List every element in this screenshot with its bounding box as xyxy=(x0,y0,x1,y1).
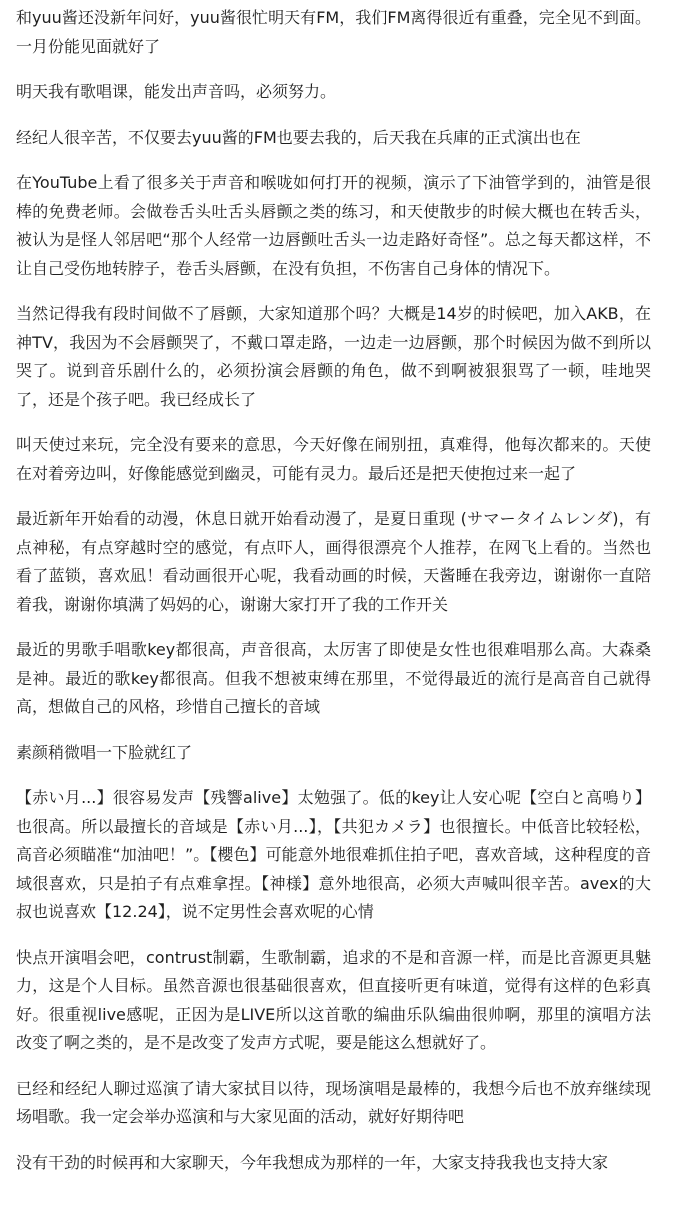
paragraph: 当然记得我有段时间做不了唇颤，大家知道那个吗？大概是14岁的时候吧，加入AKB，在神TV，我因为不会唇颤哭了，不戴口罩走路，一边走一边唇颤，那个时候因为做不到所以哭了。说到音乐剧什么的，必须扮演会唇颤的角色，做不到啊被狠狠骂了一顿，哇地哭了，还是个孩子吧。我已经成长了 xyxy=(16,304,651,409)
paragraph: 已经和经纪人聊过巡演了请大家拭目以待，现场演唱是最棒的，我想今后也不放弃继续现场唱歌。我一定会举办巡演和与大家见面的活动，就好好期待吧 xyxy=(16,1078,651,1126)
paragraph: 快点开演唱会吧，contrust制霸，生歌制霸，追求的不是和音源一样，而是比音源更具魅力，这是个人目标。虽然音源也很基础很喜欢，但直接听更有味道，觉得有这样的色彩真好。很重视live感呢，正因为是LIVE所以这首歌的编曲乐队编曲很帅啊，那里的演唱方法改变了啊之类的，是不是改变了发声方式呢，要是能这么想就好了。 xyxy=(16,947,651,1052)
paragraph: 经纪人很辛苦，不仅要去yuu酱的FM也要去我的，后天我在兵庫的正式演出也在 xyxy=(16,127,581,147)
paragraph: 叫天使过来玩，完全没有要来的意思，今天好像在闹别扭，真难得，他每次都来的。天使在对着旁边叫，好像能感觉到幽灵，可能有灵力。最后还是把天使抱过来一起了 xyxy=(16,435,651,483)
paragraph: 最近的男歌手唱歌key都很高，声音很高，太厉害了即使是女性也很难唱那么高。大森桑是神。最近的歌key都很高。但我不想被束缚在那里，不觉得最近的流行是高音自己就得高，想做自己的风格，珍惜自己擅长的音域 xyxy=(16,640,651,716)
paragraph: 和yuu酱还没新年问好，yuu酱很忙明天有FM，我们FM离得很近有重叠，完全见不到面。一月份能见面就好了 xyxy=(16,8,651,56)
paragraph: 明天我有歌唱课，能发出声音吗，必须努力。 xyxy=(16,82,337,101)
paragraph: 素颜稍微唱一下脸就红了 xyxy=(16,742,193,762)
paragraph: 没有干劲的时候再和大家聊天，今年我想成为那样的一年，大家支持我我也支持大家 xyxy=(16,1152,609,1172)
paragraph: 在YouTube上看了很多关于声音和喉咙如何打开的视频，演示了下油管学到的，油管是很棒的免费老师。会做卷舌头吐舌头唇颤之类的练习，和天使散步的时候大概也在转舌头，被认为是怪人邻居吧“那个人经常一边唇颤吐舌头一边走路好奇怪”。总之每天都这样，不让自己受伤地转脖子，卷舌头唇颤，在没有负担，不伤害自己身体的情况下。 xyxy=(16,173,651,278)
paragraph: 【赤い月...】很容易发声【残響alive】太勉强了。低的key让人安心呢【空白と高鳴り】也很高。所以最擅长的音域是【赤い月...】，【共犯カメラ】也很擅长。中低音比较轻松，高音必须瞄准“加油吧！”。【櫻色】可能意外地很难抓住拍子吧，喜欢音域，这种程度的音域很喜欢，只是拍子有点难拿捏。【神様】意外地很高，必须大声喊叫很辛苦。avex的大叔也说喜欢【12.24】，说不定男性会喜欢呢的心情 xyxy=(16,788,651,921)
paragraph: 最近新年开始看的动漫，休息日就开始看动漫了，是夏日重现 (サマータイムレンダ)，有点神秘，有点穿越时空的感觉，有点吓人，画得很漂亮个人推荐，在网飞上看的。当然也看了蓝锁，喜欢凪！看动画很开心呢，我看动画的时候，天酱睡在我旁边，谢谢你一直陪着我，谢谢你填满了妈妈的心，谢谢大家打开了我的工作开关 xyxy=(16,509,651,614)
